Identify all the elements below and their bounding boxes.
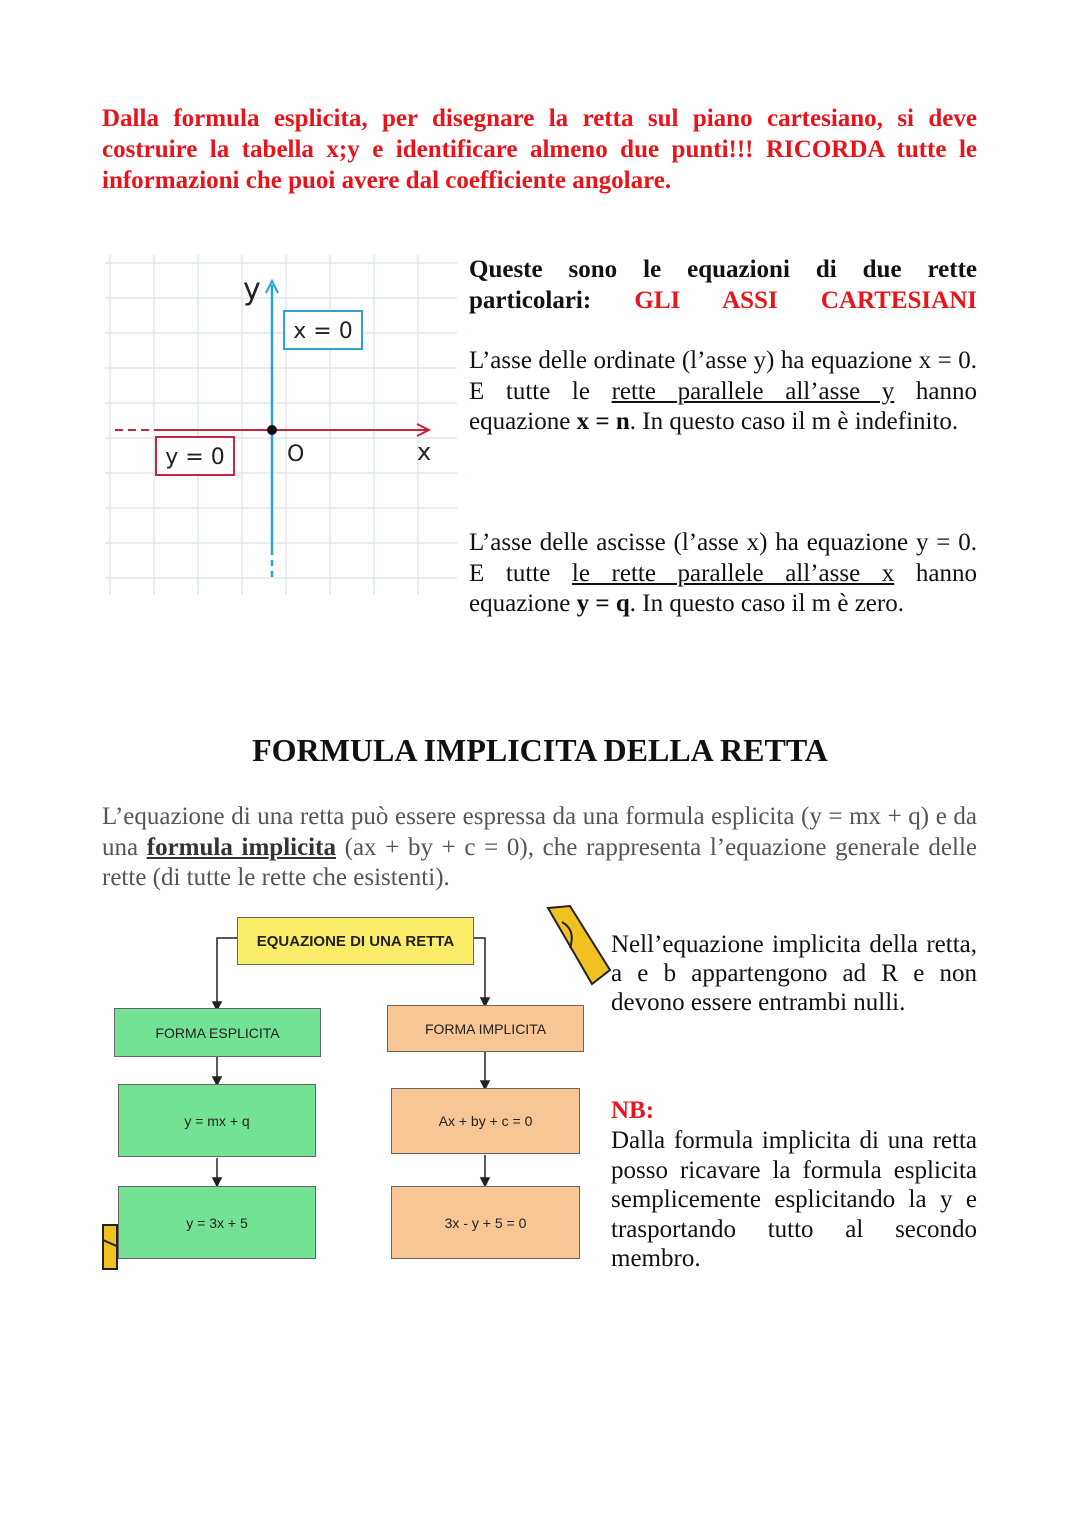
implicit-intro-text-b: (ax + by + c = 0), che rappresenta l’equazione generale delle rette (di tutte le rette che esistenti). [102, 833, 978, 891]
abscissa-equation: y = q [576, 590, 630, 617]
axes-title [469, 255, 977, 316]
flowchart-right-header: FORMA IMPLICITA [387, 1005, 584, 1052]
abscissa-paragraph [469, 528, 977, 620]
abscissa-text-b: hanno equazione [469, 559, 977, 617]
flowchart-left-header: FORMA ESPLICITA [114, 1008, 321, 1057]
cartesian-axes-graph [105, 255, 457, 595]
axes-title-red: GLI ASSI CARTESIANI [634, 286, 977, 314]
flowchart-left-example: y = 3x + 5 [118, 1186, 316, 1259]
ordinate-line1: L’asse delle ordinate (l’asse y) ha equazione [469, 347, 913, 374]
abscissa-underlined: le rette parallele all’asse x [571, 559, 895, 587]
ordinate-text-b: hanno equazione [469, 377, 977, 435]
y-eq-label: y = 0 [165, 445, 225, 470]
implicit-formula-term: formula implicita [146, 833, 336, 861]
section-heading: FORMULA IMPLICITA DELLA RETTA [252, 732, 828, 768]
origin-label: O [287, 442, 305, 467]
nb-label: NB: [611, 1097, 655, 1124]
ordinate-underlined: rette parallele all’asse y [611, 377, 895, 405]
ordinate-paragraph [469, 346, 977, 438]
y-axis-label: y [243, 272, 261, 307]
x-axis-label: x [417, 438, 432, 466]
graph-grid [105, 255, 457, 595]
side-note: Nell’equazione implicita della retta, a e b appartengono ad R e non devono essere entrambi nulli. [611, 931, 977, 1016]
axes-title-black: Queste sono le equazioni di due rette particolari: [469, 256, 977, 314]
abscissa-line1: L’asse delle ascisse (l’asse x) ha equazione [469, 529, 909, 556]
ordinate-text-c: . In questo caso il m è indefinito. [629, 408, 959, 435]
ordinate-text-a: x = 0. E tutte le [469, 347, 977, 405]
nb-text: Dalla formula implicita di una retta posso ricavare la formula esplicita semplicemente esplicitando la y e trasportando tutto al secondo membro. [611, 1127, 977, 1272]
origin-point [267, 425, 277, 435]
flowchart-right-general: Ax + by + c = 0 [391, 1088, 580, 1154]
implicit-intro-paragraph [102, 802, 977, 894]
ordinate-equation: x = n [576, 408, 630, 435]
abscissa-text-a: y = 0. E tutte [469, 529, 977, 587]
x-eq-label: x = 0 [293, 319, 353, 344]
flowchart-left-general: y = mx + q [118, 1084, 316, 1157]
intro-paragraph: Dalla formula esplicita, per disegnare la retta sul piano cartesiano, si deve costruire la tabella x;y e identificare almeno due punti!!! RICORDA tutte le informazioni che puoi avere dal coefficiente angolare. [102, 105, 977, 194]
flowchart-right-example: 3x - y + 5 = 0 [391, 1186, 580, 1259]
pencil-icon [548, 906, 610, 984]
flowchart-root: EQUAZIONE DI UNA RETTA [237, 917, 474, 965]
implicit-intro-text-a: L’equazione di una retta può essere espressa da una formula esplicita (y = mx + q) e da una [102, 803, 977, 861]
abscissa-text-c: . In questo caso il m è zero. [629, 590, 904, 617]
